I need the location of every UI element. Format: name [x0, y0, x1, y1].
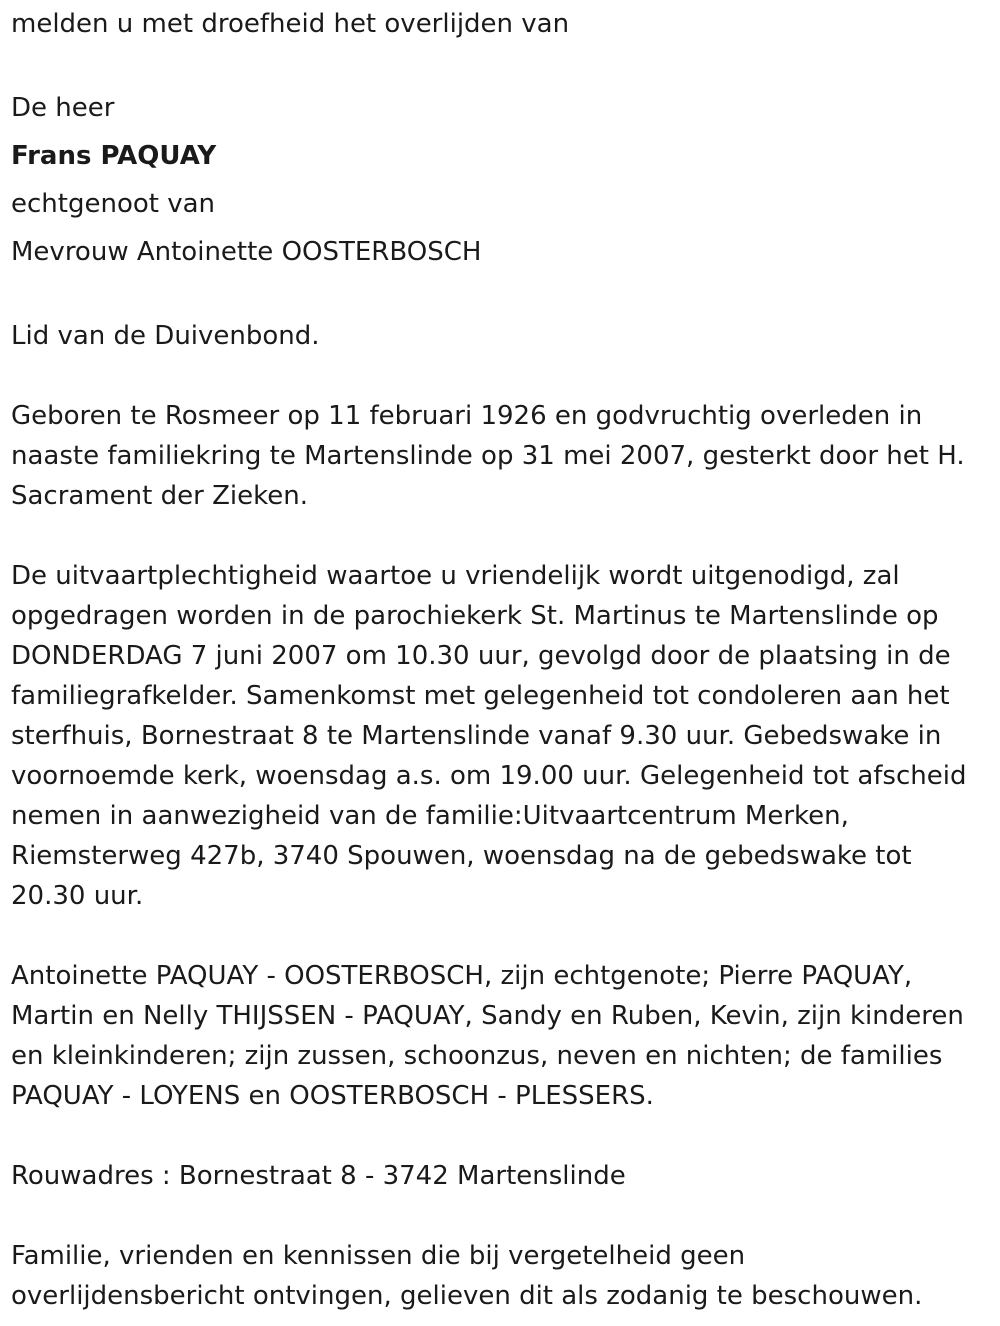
paragraph-line: 20.30 uur. [11, 881, 144, 911]
spacer [11, 356, 993, 396]
salutation: De heer [11, 93, 115, 123]
paragraph-line: nemen in aanwezigheid van de familie:Uitvaartcentrum Merken, [11, 801, 849, 831]
deceased-name: Frans PAQUAY [11, 141, 217, 171]
paragraph-line: De uitvaartplechtigheid waartoe u vriendelijk wordt uitgenodigd, zal [11, 561, 900, 591]
paragraph-line: naaste familiekring te Martenslinde op 31 mei 2007, gesterkt door het H. [11, 441, 965, 471]
birth-death-paragraph [11, 396, 993, 516]
paragraph-line: familiegrafkelder. Samenkomst met gelegenheid tot condoleren aan het [11, 681, 950, 711]
paragraph-line: sterfhuis, Bornestraat 8 te Martenslinde vanaf 9.30 uur. Gebedswake in [11, 721, 942, 751]
mourning-address: Rouwadres : Bornestraat 8 - 3742 Martenslinde [11, 1161, 626, 1191]
spacer [11, 916, 993, 956]
spouse-name: Mevrouw Antoinette OOSTERBOSCH [11, 237, 482, 267]
closing-paragraph [11, 1236, 993, 1316]
paragraph-line: Antoinette PAQUAY - OOSTERBOSCH, zijn echtgenote; Pierre PAQUAY, [11, 961, 913, 991]
funeral-paragraph [11, 556, 993, 916]
paragraph-line: en kleinkinderen; zijn zussen, schoonzus, neven en nichten; de families [11, 1041, 943, 1071]
spacer [11, 1116, 993, 1156]
paragraph-line: Martin en Nelly THIJSSEN - PAQUAY, Sandy en Ruben, Kevin, zijn kinderen [11, 1001, 964, 1031]
paragraph-line: DONDERDAG 7 juni 2007 om 10.30 uur, gevolgd door de plaatsing in de [11, 641, 951, 671]
paragraph-line: Sacrament der Zieken. [11, 481, 308, 511]
paragraph-line: PAQUAY - LOYENS en OOSTERBOSCH - PLESSERS. [11, 1081, 654, 1111]
paragraph-line: overlijdensbericht ontvingen, gelieven dit als zodanig te beschouwen. [11, 1281, 923, 1311]
paragraph-line: Geboren te Rosmeer op 11 februari 1926 en godvruchtig overleden in [11, 401, 923, 431]
relation-label: echtgenoot van [11, 189, 216, 219]
spacer [11, 1196, 993, 1236]
paragraph-line: Familie, vrienden en kennissen die bij vergetelheid geen [11, 1241, 746, 1271]
intro-text: melden u met droefheid het overlijden van [11, 9, 570, 39]
paragraph-line: voornoemde kerk, woensdag a.s. om 19.00 uur. Gelegenheid tot afscheid [11, 761, 967, 791]
obituary-document [11, 4, 993, 1316]
paragraph-line: opgedragen worden in de parochiekerk St. Martinus te Martenslinde op [11, 601, 939, 631]
spacer [11, 44, 993, 84]
paragraph-line: Riemsterweg 427b, 3740 Spouwen, woensdag na de gebedswake tot [11, 841, 912, 871]
spacer [11, 276, 993, 316]
spacer [11, 516, 993, 556]
membership-text: Lid van de Duivenbond. [11, 321, 320, 351]
family-paragraph [11, 956, 993, 1116]
